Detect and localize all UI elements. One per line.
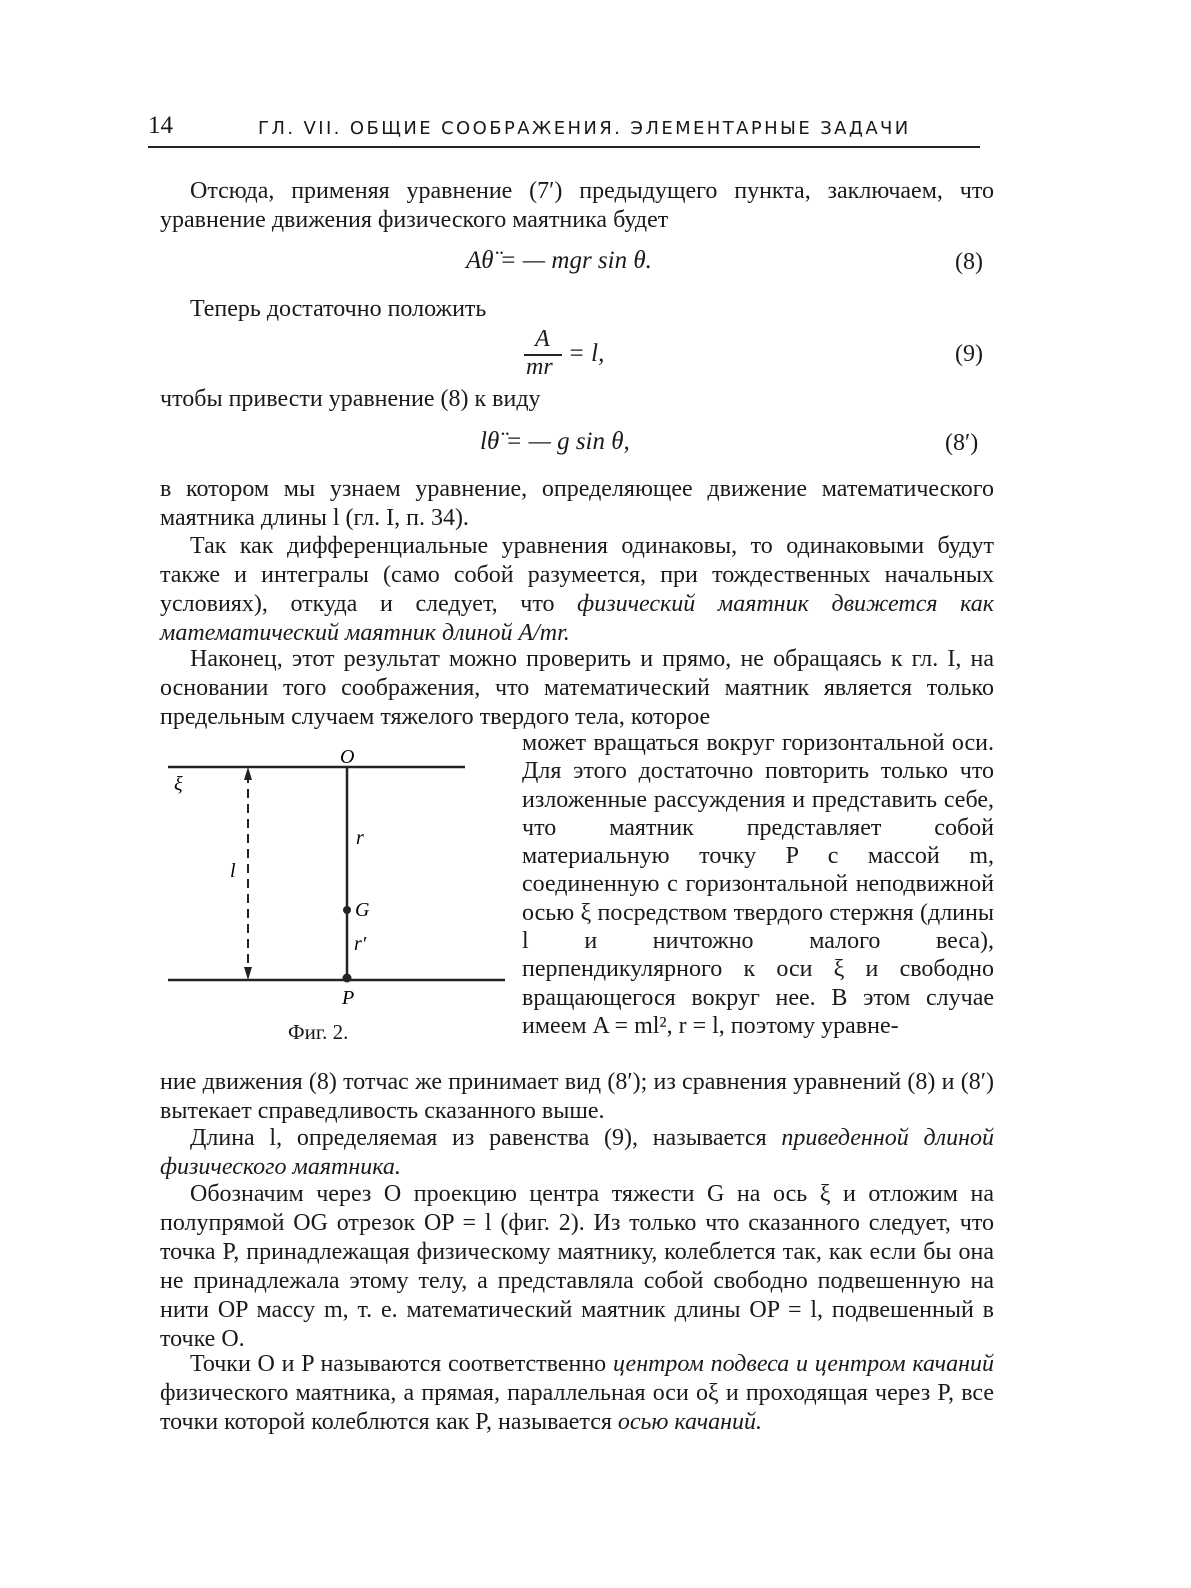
paragraph-3: чтобы привести уравнение (8) к виду: [160, 386, 541, 412]
point-P: [343, 974, 352, 983]
equation-8-prime: lθ̈ = — g sin θ,: [480, 428, 630, 455]
paragraph-6-continued: ние движения (8) тотчас же принимает вид (8′); из сравнения уравнений (8) и (8′) вытекает справедливость сказанного выше.: [160, 1069, 994, 1124]
paragraph-9: Точки O и P называются соответственно центром подвеса и центром качаний физического маятника, а прямая, параллельная оси oξ и проходящая через P, все точки которой колеблются как P, называется осью качаний.: [160, 1351, 995, 1435]
equation-9-number: (9): [955, 341, 983, 367]
pendulum-figure: [160, 740, 510, 1060]
running-header: [148, 110, 980, 148]
page-number: 14: [148, 112, 173, 139]
equation-8-prime-number: (8′): [945, 430, 979, 456]
label-r: r: [356, 827, 364, 849]
paragraph-1: Отсюда, применяя уравнение (7′) предыдущего пункта, заключаем, что уравнение движения физического маятника будет: [160, 178, 994, 233]
paragraph-7: Длина l, определяемая из равенства (9), называется приведенной длиной физического маятника.: [160, 1125, 994, 1180]
label-P: P: [342, 987, 355, 1009]
chapter-title: ГЛ. VII. ОБЩИЕ СООБРАЖЕНИЯ. ЭЛЕМЕНТАРНЫЕ ЗАДАЧИ: [258, 118, 911, 139]
equation-9-fraction: [524, 326, 564, 382]
figure-caption: Фиг. 2.: [288, 1020, 349, 1044]
equation-8-number: (8): [955, 249, 983, 275]
equation-9-rhs: = l,: [568, 340, 605, 367]
paragraph-8: Обозначим через O проекцию центра тяжести G на ось ξ и отложим на полупрямой OG отрезок OP = l (фиг. 2). Из только что сказанного следует, что точка P, принадлежащая физическому маятнику, колеблется так, как если бы она не принадлежала этому телу, а представляла собой свободно подвешенную на нити OP массу m, т. е. математический маятник длины OP = l, подвешенный в точке O.: [160, 1181, 994, 1352]
paragraph-2: Теперь достаточно положить: [190, 296, 487, 322]
label-xi: ξ: [174, 773, 183, 795]
dimension-arrow-top: [244, 767, 252, 780]
paragraph-5: Так как дифференциальные уравнения одинаковы, то одинаковыми будут также и интегралы (само собой разумеется, при тождественных начальных условиях), откуда и следует, что физический маятник движется как математический маятник длиной A/mr.: [160, 533, 994, 646]
dimension-arrow-bottom: [244, 967, 252, 980]
fraction-numerator: A: [535, 326, 550, 352]
paragraph-6-wrapped: может вращаться вокруг горизонтальной оси. Для этого достаточно повторить только что изложенные рассуждения и представить себе, что маятник представляет собой материальную точку P с массой m, соединенную с горизонтальной неподвижной осью ξ посредством твердого стержня (длины l и ничтожно малого веса), перпендикулярного к оси ξ и свободно вращающегося вокруг нее. В этом случае имеем A = ml², r = l, поэтому уравне-: [522, 730, 994, 1039]
fraction-denominator: mr: [526, 354, 553, 380]
paragraph-4: в котором мы узнаем уравнение, определяющее движение математического маятника длины l (гл. I, п. 34).: [160, 476, 994, 531]
label-G: G: [355, 899, 370, 921]
label-r-prime: r′: [354, 933, 367, 955]
label-O: O: [340, 746, 355, 768]
equation-8: Aθ̈ = — mgr sin θ.: [466, 247, 652, 274]
point-G: [343, 906, 351, 914]
label-l: l: [230, 860, 236, 882]
paragraph-6: Наконец, этот результат можно проверить и прямо, не обращаясь к гл. I, на основании того соображения, что математический маятник является только предельным случаем тяжелого твердого тела, которое: [160, 646, 994, 730]
